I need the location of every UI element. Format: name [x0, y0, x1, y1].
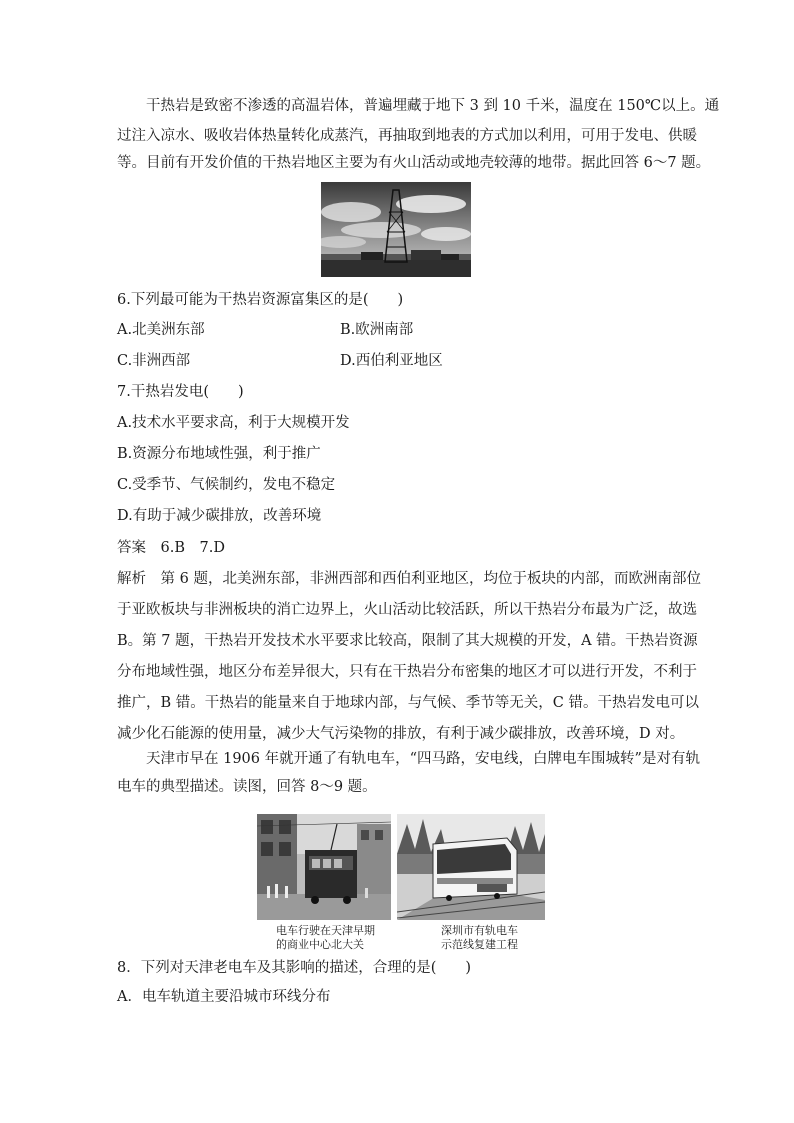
intro1-line3: 等。目前有开发价值的干热岩地区主要为有火山活动或地壳较薄的地带。据此回答 6～7 题。 — [117, 155, 711, 171]
right-photo-caption-line2: 示范线复建工程 — [441, 938, 518, 951]
q7-option-a: A.技术水平要求高，利于大规模开发 — [117, 415, 350, 431]
analysis-line3: B。第 7 题，干热岩开发技术水平要求比较高，限制了其大规模的开发，A 错。干热岩资源 — [117, 633, 698, 649]
q7-option-d: D.有助于减少碳排放，改善环境 — [117, 508, 322, 524]
drilling-rig-photo — [321, 182, 471, 277]
analysis-line5: 推广，B 错。干热岩的能量来自于地球内部，与气候、季节等无关，C 错。干热岩发电可以 — [117, 695, 699, 711]
answer-line: 答案 6.B 7.D — [117, 540, 225, 556]
q7-stem: 7.干热岩发电( ) — [117, 384, 244, 400]
old-tianjin-tram-photo — [257, 814, 391, 920]
analysis-line2: 于亚欧板块与非洲板块的消亡边界上，火山活动比较活跃，所以干热岩分布最为广泛，故选 — [117, 602, 697, 618]
q8-stem: 8．下列对天津老电车及其影响的描述，合理的是( ) — [117, 960, 472, 976]
q7-option-b: B.资源分布地域性强，利于推广 — [117, 446, 321, 462]
q6-option-d: D.西伯利亚地区 — [340, 353, 443, 369]
intro2-line2: 电车的典型描述。读图，回答 8～9 题。 — [117, 779, 377, 795]
shenzhen-tram-photo — [397, 814, 545, 920]
intro2-line1: 天津市早在 1906 年就开通了有轨电车，“四马路，安电线，白牌电车围城转”是对有轨 — [146, 751, 700, 767]
intro1-line2: 过注入凉水、吸收岩体热量转化成蒸汽，再抽取到地表的方式加以利用，可用于发电、供暖 — [117, 128, 697, 144]
analysis-line4: 分布地域性强，地区分布差异很大，只有在干热岩分布密集的地区才可以进行开发，不利于 — [117, 664, 697, 680]
q6-stem: 6.下列最可能为干热岩资源富集区的是( ) — [117, 292, 404, 308]
left-photo-caption-line1: 电车行驶在天津早期 — [276, 924, 375, 937]
analysis-line1: 解析 第 6 题，北美洲东部，非洲西部和西伯利亚地区，均位于板块的内部，而欧洲南部位 — [117, 571, 701, 587]
analysis-line6: 减少化石能源的使用量，减少大气污染物的排放，有利于减少碳排放，改善环境，D 对。 — [117, 726, 685, 742]
q6-option-c: C.非洲西部 — [117, 353, 191, 369]
right-photo-caption-line1: 深圳市有轨电车 — [441, 924, 518, 937]
left-photo-caption-line2: 的商业中心北大关 — [276, 938, 364, 951]
q6-option-a: A.北美洲东部 — [117, 322, 205, 338]
q7-option-c: C.受季节、气候制约，发电不稳定 — [117, 477, 336, 493]
q8-option-a: A．电车轨道主要沿城市环线分布 — [117, 989, 331, 1005]
intro1-line1: 干热岩是致密不渗透的高温岩体，普遍埋藏于地下 3 到 10 千米，温度在 150℃以上。通 — [146, 98, 720, 114]
q6-option-b: B.欧洲南部 — [340, 322, 414, 338]
